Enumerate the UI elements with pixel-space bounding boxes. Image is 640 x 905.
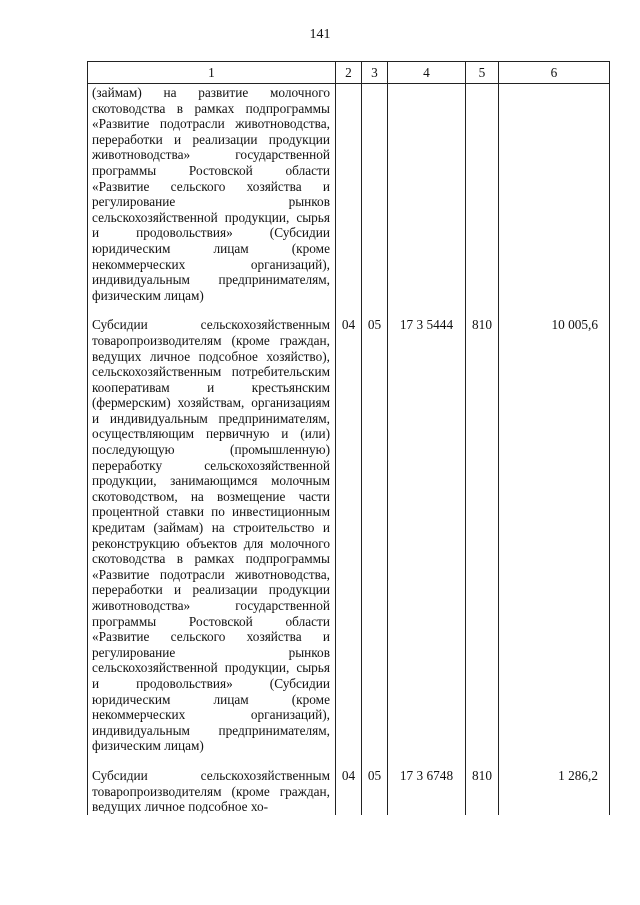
row-amount: 10 005,6 (499, 303, 610, 754)
page-number: 141 (309, 27, 331, 42)
row-col5: 810 (466, 303, 499, 754)
column-header: 4 (388, 62, 466, 84)
row-col2 (336, 84, 362, 304)
table-row (88, 303, 610, 754)
row-description: (займам) на развитие молочного скотоводства в рамках подпрограммы «Развитие подотрасли животноводства, переработки и реализации продукции животноводства» государственной программы Ростовской области «Развитие сельского хозяйства и регулирование рынков сельскохозяйственной продукции, сырья и продовольствия» (Субсидии юридическим лицам (кроме некоммерческих организаций), индивидуальным предпринимателям, физическим лицам) (88, 84, 336, 304)
row-col4: 17 3 5444 (388, 303, 466, 754)
row-col3 (362, 84, 388, 304)
budget-table (87, 61, 610, 815)
row-col4 (388, 84, 466, 304)
column-header: 3 (362, 62, 388, 84)
row-amount (499, 84, 610, 304)
row-description: Субсидии сельскохозяйственным товаропроизводителям (кроме граждан, ведущих личное подсобное хо- (88, 754, 336, 815)
column-header: 6 (499, 62, 610, 84)
column-header: 2 (336, 62, 362, 84)
row-col2: 04 (336, 303, 362, 754)
row-col2: 04 (336, 754, 362, 815)
column-header: 5 (466, 62, 499, 84)
row-amount: 1 286,2 (499, 754, 610, 815)
column-header: 1 (88, 62, 336, 84)
row-col5: 810 (466, 754, 499, 815)
table-row (88, 84, 610, 304)
table-header-row (88, 62, 610, 84)
row-col3: 05 (362, 303, 388, 754)
row-col5 (466, 84, 499, 304)
row-description: Субсидии сельскохозяйственным товаропроизводителям (кроме граждан, ведущих личное подсобное хозяйство), сельскохозяйственным потребительским кооперативам и крестьянским (фермерским) хозяйствам, организациям и индивидуальным предпринимателям, осуществляющим первичную и (или) последующую (промышленную) переработку сельскохозяйственной продукции, занимающимся молочным скотоводством, на возмещение части процентной ставки по инвестиционным кредитам (займам) на строительство и реконструкцию объектов для молочного скотоводства в рамках подпрограммы «Развитие подотрасли животноводства, переработки и реализации продукции животноводства» государственной программы Ростовской области «Развитие сельского хозяйства и регулирование рынков сельскохозяйственной продукции, сырья и продовольствия» (Субсидии юридическим лицам (кроме некоммерческих организаций), индивидуальным предпринимателям, физическим лицам) (88, 303, 336, 754)
table-row (88, 754, 610, 815)
row-col4: 17 3 6748 (388, 754, 466, 815)
row-col3: 05 (362, 754, 388, 815)
